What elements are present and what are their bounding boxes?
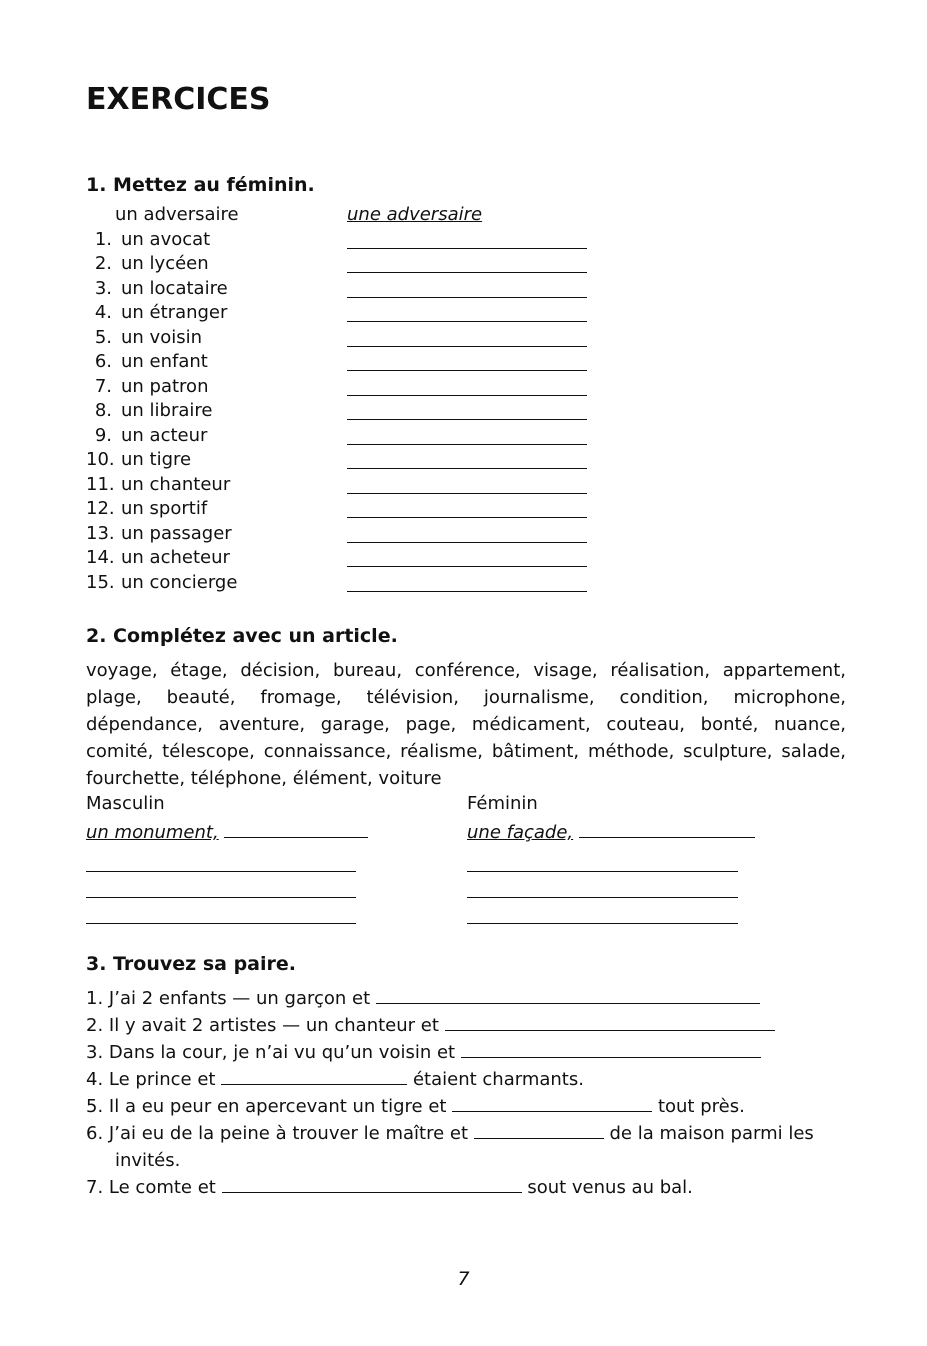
answer-blank[interactable] bbox=[467, 846, 738, 872]
exercise-1-title: 1. Mettez au féminin. bbox=[86, 174, 315, 196]
item-number: 5. bbox=[86, 1096, 104, 1117]
item-number: 5. bbox=[94, 326, 112, 348]
answer-blank[interactable] bbox=[347, 272, 587, 273]
item-number: 7. bbox=[86, 1177, 104, 1198]
answer-blank[interactable] bbox=[86, 846, 356, 872]
answer-blank[interactable] bbox=[347, 468, 587, 469]
exercise-3-list bbox=[86, 985, 846, 1201]
answer-blank[interactable] bbox=[347, 566, 587, 567]
list-item bbox=[86, 1120, 846, 1174]
word-list: voyage, étage, décision, bureau, conférence, visage, réalisation, appartement, plage, beauté, fromage, télévision, journalisme, condition, microphone, dépendance, aventure, garage, page, médicament, couteau, bonté, nuance, comité, télescope, connaissance, réalisme, bâtiment, méthode, sculpture, salade, fourchette, téléphone, élément, voiture bbox=[86, 660, 846, 789]
example-word: un adversaire bbox=[115, 204, 239, 225]
exercise-3-title: 3. Trouvez sa paire. bbox=[86, 953, 296, 975]
list-item bbox=[86, 375, 606, 400]
list-item bbox=[86, 399, 606, 424]
item-number: 8. bbox=[94, 400, 112, 421]
answer-blank[interactable] bbox=[347, 419, 587, 420]
list-item bbox=[86, 252, 606, 277]
answer-blank[interactable] bbox=[86, 898, 356, 924]
list-item bbox=[86, 228, 606, 253]
answer-blank[interactable] bbox=[376, 985, 760, 1004]
item-word: un patron bbox=[121, 375, 209, 397]
exercise-2-title: 2. Complétez avec un article. bbox=[86, 625, 398, 647]
list-item bbox=[86, 985, 846, 1012]
list-item bbox=[86, 301, 606, 326]
list-item bbox=[86, 424, 606, 449]
feminin-label: Féminin bbox=[467, 793, 538, 814]
list-item bbox=[86, 522, 606, 547]
answer-blank[interactable] bbox=[347, 370, 587, 371]
masculin-label: Masculin bbox=[86, 793, 165, 814]
feminin-column bbox=[467, 792, 767, 924]
exercise-1-list bbox=[86, 203, 606, 595]
answer-blank[interactable] bbox=[347, 542, 587, 543]
item-number: 10. bbox=[86, 449, 115, 470]
list-item bbox=[86, 473, 606, 498]
answer-blank[interactable] bbox=[224, 819, 368, 838]
item-word: un lycéen bbox=[121, 253, 209, 274]
item-word: un avocat bbox=[121, 228, 211, 250]
item-word: un tigre bbox=[121, 449, 192, 470]
answer-blank[interactable] bbox=[347, 517, 587, 518]
answer-blank[interactable] bbox=[86, 872, 356, 898]
item-word: un chanteur bbox=[121, 473, 231, 495]
list-item bbox=[86, 1174, 846, 1201]
list-item bbox=[86, 326, 606, 351]
answer-blank[interactable] bbox=[221, 1066, 407, 1085]
answer-blank[interactable] bbox=[467, 898, 738, 924]
list-item bbox=[86, 546, 606, 571]
feminin-example: une façade, bbox=[467, 822, 574, 843]
item-word: un libraire bbox=[121, 400, 213, 421]
page-number: 7 bbox=[457, 1268, 470, 1290]
answer-blank[interactable] bbox=[467, 872, 738, 898]
answer-blank[interactable] bbox=[452, 1093, 652, 1112]
list-item bbox=[86, 350, 606, 375]
masculin-example: un monument, bbox=[86, 822, 219, 843]
item-number: 2. bbox=[86, 1015, 104, 1036]
item-text: J’ai eu de la peine à trouver le maître et bbox=[108, 1123, 469, 1144]
answer-blank[interactable] bbox=[347, 444, 587, 445]
item-word: un concierge bbox=[121, 571, 238, 593]
masculin-example-row bbox=[86, 819, 386, 846]
item-word: un voisin bbox=[121, 326, 202, 348]
answer-blank[interactable] bbox=[579, 819, 755, 838]
answer-blank[interactable] bbox=[347, 591, 587, 592]
answer-blank[interactable] bbox=[347, 493, 587, 494]
item-number: 13. bbox=[86, 522, 115, 544]
answer-blank[interactable] bbox=[347, 248, 587, 249]
item-word: un acteur bbox=[121, 424, 208, 446]
item-text-after: étaient charmants. bbox=[412, 1069, 584, 1090]
list-item bbox=[86, 1039, 846, 1066]
item-number: 12. bbox=[86, 498, 115, 519]
item-text-after: de la maison parmi les bbox=[609, 1123, 814, 1144]
answer-blank[interactable] bbox=[445, 1012, 775, 1031]
item-number: 3. bbox=[94, 277, 112, 299]
item-text: J’ai 2 enfants — un garçon et bbox=[108, 988, 371, 1009]
item-text: Dans la cour, je n’ai vu qu’un voisin et bbox=[108, 1042, 456, 1063]
answer-blank[interactable] bbox=[474, 1120, 604, 1139]
item-word: un acheteur bbox=[121, 547, 230, 568]
answer-blank[interactable] bbox=[347, 395, 587, 396]
answer-blank[interactable] bbox=[347, 321, 587, 322]
item-text: Le prince et bbox=[108, 1069, 216, 1090]
item-number: 4. bbox=[86, 1069, 104, 1090]
item-number: 7. bbox=[94, 375, 112, 397]
item-number: 2. bbox=[94, 253, 112, 274]
answer-blank[interactable] bbox=[222, 1174, 522, 1193]
list-item bbox=[86, 1093, 846, 1120]
list-item bbox=[86, 448, 606, 473]
item-number: 6. bbox=[86, 1123, 104, 1144]
answer-blank[interactable] bbox=[347, 346, 587, 347]
list-item bbox=[86, 1066, 846, 1093]
item-number: 3. bbox=[86, 1042, 104, 1063]
item-text: Le comte et bbox=[108, 1177, 216, 1198]
item-number: 6. bbox=[94, 351, 112, 372]
feminin-example-row bbox=[467, 819, 767, 846]
example-answer: une adversaire bbox=[347, 204, 483, 225]
item-continuation: invités. bbox=[115, 1150, 181, 1171]
item-number: 15. bbox=[86, 571, 115, 593]
list-item bbox=[86, 277, 606, 302]
list-item bbox=[86, 1012, 846, 1039]
masculin-column bbox=[86, 792, 386, 924]
item-number: 1. bbox=[86, 988, 104, 1009]
answer-blank[interactable] bbox=[347, 297, 587, 298]
item-text-after: sout venus au bal. bbox=[527, 1177, 693, 1198]
item-number: 11. bbox=[86, 473, 115, 495]
example-row bbox=[86, 203, 606, 228]
item-word: un sportif bbox=[121, 498, 208, 519]
item-word: un passager bbox=[121, 522, 232, 544]
page-title: EXERCICES bbox=[86, 82, 271, 117]
item-text-after: tout près. bbox=[657, 1096, 745, 1117]
item-word: un étranger bbox=[121, 302, 228, 323]
item-number: 9. bbox=[94, 424, 112, 446]
list-item bbox=[86, 497, 606, 522]
item-text: Il y avait 2 artistes — un chanteur et bbox=[108, 1015, 439, 1036]
answer-blank[interactable] bbox=[461, 1039, 761, 1058]
list-item bbox=[86, 571, 606, 596]
item-number: 4. bbox=[94, 302, 112, 323]
item-word: un enfant bbox=[121, 351, 208, 372]
item-text: Il a eu peur en apercevant un tigre et bbox=[108, 1096, 447, 1117]
item-word: un locataire bbox=[121, 277, 228, 299]
item-number: 1. bbox=[94, 228, 112, 250]
item-number: 14. bbox=[86, 547, 115, 568]
